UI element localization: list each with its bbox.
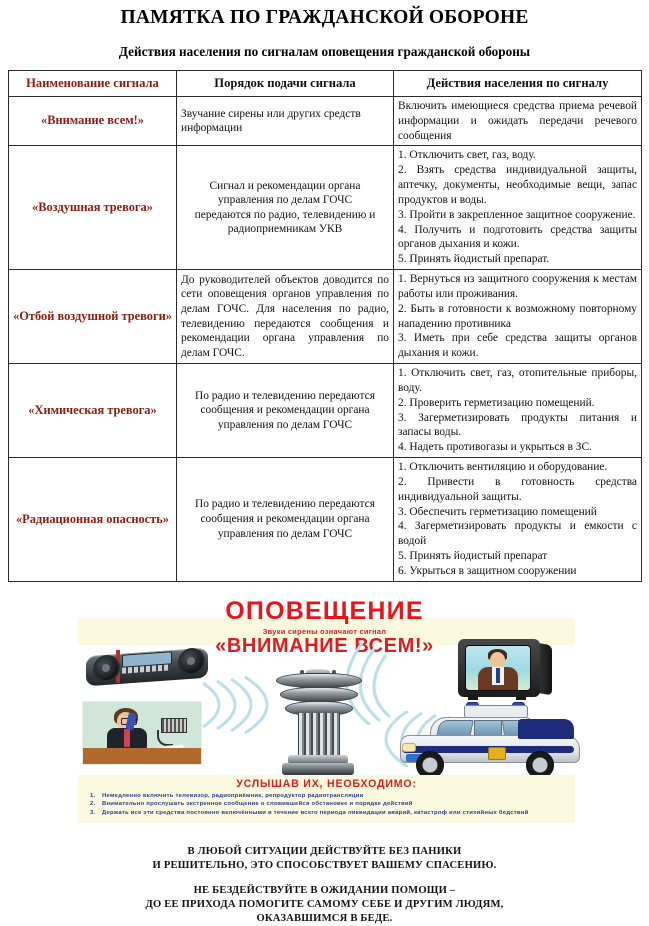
footer-line: В ЛЮБОЙ СИТУАЦИИ ДЕЙСТВУЙТЕ БЕЗ ПАНИКИ — [187, 846, 462, 857]
table-header-row — [9, 71, 642, 97]
civil-defense-siren-icon — [272, 669, 364, 777]
order-line: Звучание сирены или других средств информации — [181, 107, 361, 135]
action-line: 2. Привести в готовность средства индивидуальной защиты. — [398, 475, 637, 503]
signal-order-cell — [177, 458, 394, 582]
footer-line: И РЕШИТЕЛЬНО, ЭТО СПОСОБСТВУЕТ ВАШЕМУ СПАСЕНИЮ. — [152, 859, 497, 871]
action-line: 4. Получить и подготовить средства защиты органов дыхания и кожи. — [398, 223, 637, 251]
action-line: 3. Пройти в закрепленное защитное сооружение. — [398, 208, 636, 221]
order-line: радиоприемникам УКВ — [227, 223, 343, 236]
order-line: До руководителей объектов доводится по сети оповещения органов управления по делам ГОЧС. Для населения по радио, телевидению передаются сообщения и рекомендации органа управления по делам ГОЧС. — [181, 273, 389, 359]
order-line: управления по делам ГОЧС — [217, 418, 353, 431]
poster-subtitle-large: «ВНИМАНИЕ ВСЕМ!» — [215, 634, 434, 657]
column-header-population-actions: Действия населения по сигналу — [394, 71, 642, 97]
signal-order-cell — [177, 270, 394, 364]
order-line: управления по делам ГОЧС — [217, 194, 353, 207]
order-line: Сигнал и рекомендации органа — [209, 179, 361, 192]
table-row — [9, 97, 642, 146]
action-line: 5. Принять йодистый препарат. — [398, 253, 550, 266]
action-line: 3. Обеспечить герметизацию помещений — [398, 505, 597, 518]
signals-table — [8, 70, 642, 582]
column-header-signal-order: Порядок подачи сигнала — [177, 71, 394, 97]
signal-name-cell: «Внимание всем!» — [9, 97, 177, 146]
action-line: 5. Принять йодистый препарат — [398, 550, 548, 563]
signal-order-cell — [177, 146, 394, 270]
population-actions-cell — [394, 458, 642, 582]
footer-block-2 — [0, 884, 649, 926]
signal-name-cell: «Воздушная тревога» — [9, 146, 177, 270]
alert-poster — [0, 591, 649, 823]
radio-receiver-icon — [86, 646, 208, 686]
population-actions-cell — [394, 364, 642, 458]
footer-line: НЕ БЕЗДЕЙСТВУЙТЕ В ОЖИДАНИИ ПОМОЩИ – — [193, 884, 456, 896]
table-row — [9, 364, 642, 458]
table-row — [9, 146, 642, 270]
footer-block-1 — [0, 845, 649, 873]
page-title: ПАМЯТКА ПО ГРАЖДАНСКОЙ ОБОРОНЕ — [120, 7, 529, 28]
population-actions-cell — [394, 146, 642, 270]
order-line: По радио и телевидению передаются — [195, 498, 375, 511]
footer-line: ОКАЗАВШИМСЯ В БЕДЕ. — [256, 912, 393, 924]
column-header-signal-name: Наименование сигнала — [9, 71, 177, 97]
signal-name-cell: «Химическая тревога» — [9, 364, 177, 458]
poster-subtitle-small: Звуки сирены означают сигнал — [262, 626, 387, 636]
order-line: По радио и телевидению передаются — [195, 389, 375, 402]
action-line: 1. Отключить вентиляцию и оборудование. — [398, 461, 608, 474]
list-item: Внимательно прослушать экстренное сообщение о сложившейся обстановке и порядке действий — [102, 801, 413, 808]
signal-order-cell — [177, 364, 394, 458]
action-line: 4. Загерметизировать продукты и емкости с водой — [398, 520, 637, 548]
action-line: 2. Быть в готовности к возможному повторному нападению противника — [398, 302, 637, 330]
action-line: 1. Вернуться из защитного сооружения к местам работы или проживания. — [398, 273, 637, 300]
population-actions-cell — [394, 270, 642, 364]
signals-table-wrapper — [0, 70, 649, 582]
poster-instructions — [78, 775, 575, 823]
order-line: сообщения и рекомендации органа — [200, 513, 370, 526]
population-actions-cell — [394, 97, 642, 146]
footer-line: ДО ЕЕ ПРИХОДА ПОМОГИТЕ САМОМУ СЕБЕ И ДРУГИМ ЛЮДЯМ, — [145, 898, 504, 910]
action-line: 3. Иметь при себе средства защиты органов дыхания и кожи. — [398, 332, 637, 360]
action-line: Включить имеющиеся средства приема речевой информации и ожидать передачи речевого сообщения — [398, 100, 637, 142]
instructions-title: УСЛЫШАВ ИХ, НЕОБХОДИМО: — [236, 777, 417, 790]
action-line: 4. Надеть противогазы и укрыться в ЗС. — [398, 441, 592, 454]
table-row — [9, 458, 642, 582]
poster-title: ОПОВЕЩЕНИЕ — [225, 596, 424, 625]
table-row — [9, 270, 642, 364]
signal-name-cell: «Отбой воздушной тревоги» — [9, 270, 177, 364]
action-line: 6. Укрыться в защитном сооружении — [398, 564, 577, 577]
list-item: Держать все эти средства постоянно включёнными в течение всего периода ликвидации аварий, катастроф или стихийных бедствий — [102, 809, 529, 816]
page-subtitle: Действия населения по сигналам оповещения гражданской обороны — [118, 44, 531, 59]
signal-order-cell — [177, 97, 394, 146]
action-line: 3. Загерметизировать продукты питания и запасы воды. — [398, 411, 637, 439]
action-line: 1. Отключить свет, газ, отопительные приборы, воду. — [398, 367, 637, 394]
action-line: 2. Взять средства индивидуальной защиты, аптечку, документы, необходимые вещи, запас продуктов и воды. — [398, 164, 637, 206]
dispatcher-operator-icon — [82, 701, 202, 765]
instructions-list — [78, 792, 575, 818]
signal-name-cell: «Радиационная опасность» — [9, 458, 177, 582]
list-item: Немедленно включить телевизор, радиоприёмник, репродуктор радиотрансляции — [102, 792, 364, 799]
action-line: 1. Отключить свет, газ, воду. — [398, 149, 536, 162]
order-line: сообщения и рекомендации органа — [200, 404, 370, 417]
order-line: передаются по радио, телевидению и — [194, 208, 376, 221]
order-line: управления по делам ГОЧС — [217, 527, 353, 540]
action-line: 2. Проверить герметизацию помещений. — [398, 396, 595, 409]
television-announcer-icon — [458, 639, 554, 701]
police-patrol-car-icon — [400, 713, 580, 773]
